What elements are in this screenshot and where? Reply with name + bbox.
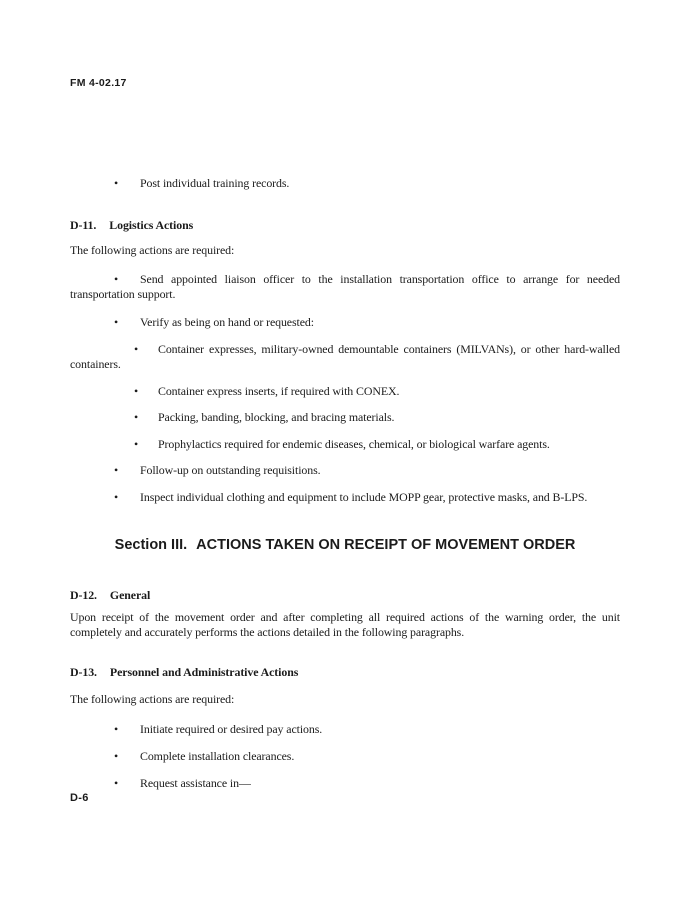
bullet-icon: •	[114, 176, 119, 190]
paragraph: The following actions are required:	[70, 243, 235, 257]
bullet-icon: •	[134, 384, 139, 398]
bullet-icon: •	[134, 437, 139, 451]
bullet-text: Request assistance in—	[140, 776, 251, 790]
bullet-icon: •	[114, 776, 119, 790]
bullet-text: Container express inserts, if required with CONEX.	[158, 384, 400, 398]
bullet-text: Send appointed liaison officer to the installation transportation office to arrange for needed transportation support.	[70, 272, 620, 301]
heading-number: D-11.	[70, 218, 97, 232]
bullet-text: Complete installation clearances.	[140, 749, 295, 763]
bullet-text: Verify as being on hand or requested:	[140, 315, 314, 329]
bullet-text: Container expresses, military-owned demountable containers (MILVANs), or other hard-walled containers.	[70, 342, 620, 371]
bullet-text: Inspect individual clothing and equipment to include MOPP gear, protective masks, and B-LPS.	[140, 490, 588, 504]
bullet-item	[70, 749, 620, 764]
bullet-item	[70, 315, 620, 330]
heading-d-12	[70, 588, 620, 603]
bullet-item	[70, 410, 620, 425]
bullet-text: Initiate required or desired pay actions.	[140, 722, 323, 736]
heading-title: Personnel and Administrative Actions	[109, 665, 299, 679]
bullet-item	[70, 722, 620, 737]
heading-number: D-13.	[70, 665, 97, 679]
bullet-text: Prophylactics required for endemic diseases, chemical, or biological warfare agents.	[158, 437, 550, 451]
bullet-text: Post individual training records.	[140, 176, 290, 190]
bullet-text: Packing, banding, blocking, and bracing materials.	[158, 410, 395, 424]
paragraph: Upon receipt of the movement order and after completing all required actions of the warning order, the unit completely and accurately performs the actions detailed in the following paragraphs.	[70, 610, 620, 639]
bullet-item	[70, 463, 620, 478]
page-content	[70, 0, 620, 806]
bullet-icon: •	[134, 342, 139, 356]
paragraph: The following actions are required:	[70, 692, 235, 706]
bullet-item	[70, 342, 620, 372]
bullet-item	[70, 437, 620, 452]
bullet-item	[70, 384, 620, 399]
section-heading	[70, 536, 620, 554]
bullet-icon: •	[134, 410, 139, 424]
page-header: FM 4-02.17	[70, 77, 127, 89]
bullet-icon: •	[114, 463, 119, 477]
bullet-text: Follow-up on outstanding requisitions.	[140, 463, 321, 477]
heading-title: General	[109, 588, 151, 602]
bullet-item	[70, 272, 620, 302]
page-footer: D-6	[70, 792, 89, 804]
bullet-item	[70, 490, 620, 505]
bullet-icon: •	[114, 749, 119, 763]
heading-title: Logistics Actions	[109, 218, 194, 232]
bullet-icon: •	[114, 315, 119, 329]
bullet-item	[70, 776, 620, 791]
bullet-icon: •	[114, 490, 119, 504]
section-number: Section III.	[114, 537, 188, 553]
bullet-icon: •	[114, 722, 119, 736]
heading-number: D-12.	[70, 588, 97, 602]
heading-d-11	[70, 218, 620, 233]
bullet-icon: •	[114, 272, 119, 286]
heading-d-13	[70, 665, 620, 680]
section-title-text: ACTIONS TAKEN ON RECEIPT OF MOVEMENT ORDER	[196, 537, 576, 553]
bullet-item	[70, 176, 620, 191]
